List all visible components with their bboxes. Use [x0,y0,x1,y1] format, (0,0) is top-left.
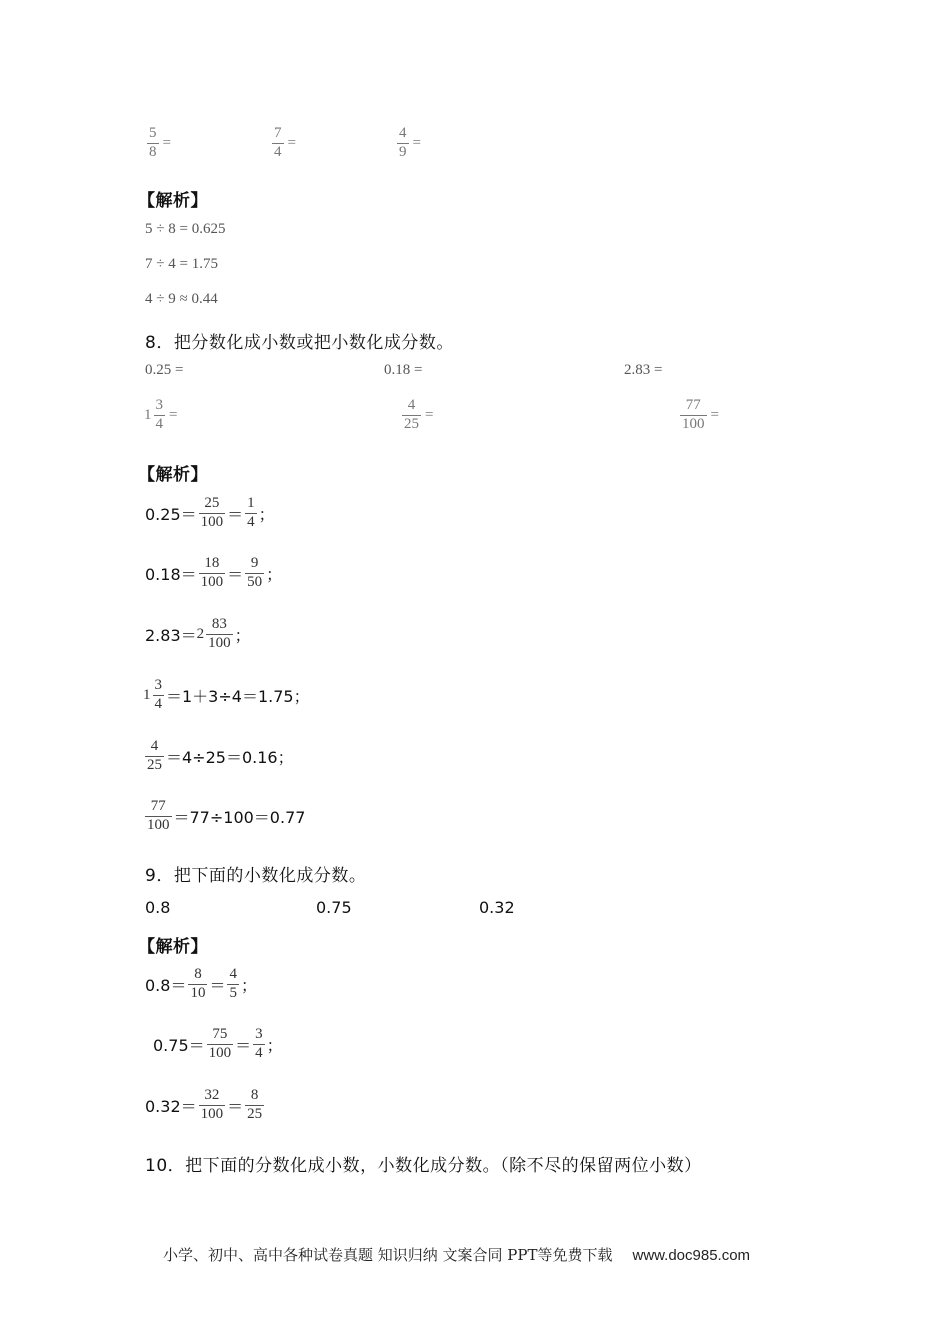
numerator: 5 [149,125,157,141]
fraction [680,398,707,433]
footer-url: www.doc985.com [632,1247,751,1264]
fraction [199,496,226,531]
q8-fraction-1 [144,398,177,433]
numerator: 7 [274,125,282,141]
denominator: 100 [682,415,705,432]
denominator: 50 [247,573,263,590]
q9-title: 9．把下面的小数化成分数。 [145,866,367,886]
equals-sign: = [710,406,719,423]
fraction [188,967,207,1002]
q9-answer-3 [145,1088,266,1123]
q9-analysis-label: 【解析】 [138,937,208,957]
numerator: 75 [212,1026,228,1042]
fraction [145,739,164,774]
punctuation: ； [234,625,251,645]
punctuation: ； [258,504,275,524]
equals-sign: = [162,134,171,151]
answer-lead: 0.32＝ [145,1096,197,1116]
equals-sign: ＝ [209,975,226,995]
fraction [147,126,159,161]
q9-answer-1 [145,967,257,1002]
q8-decimal-3: 2.83 = [624,362,663,378]
numerator: 77 [685,397,701,413]
denominator: 5 [229,984,237,1001]
fraction [199,556,226,591]
fraction [227,967,239,1002]
q8-answer-1 [145,496,275,531]
q8-answer-2 [145,556,282,591]
numerator: 83 [211,616,227,632]
fraction [145,799,172,834]
equals-sign: ＝ [227,564,244,584]
equals-sign: ＝ [227,504,244,524]
numerator: 8 [194,966,202,982]
numerator: 4 [407,397,416,413]
denominator: 100 [208,634,231,651]
denominator: 4 [274,143,282,160]
equals-sign: = [287,134,296,151]
denominator: 25 [404,415,419,432]
fraction [397,126,409,161]
q8-answer-5 [143,739,294,774]
page-footer [163,1244,750,1265]
punctuation: ； [266,564,283,584]
denominator: 100 [208,1044,232,1061]
answer-lead: 0.75＝ [153,1035,205,1055]
fraction [245,496,257,531]
q7-problem-1 [145,126,171,161]
footer-text: 小学、初中、高中各种试卷真题 知识归纳 文案合同 PPT等免费下载 [163,1246,613,1264]
fraction [207,1027,234,1062]
answer-lead: 0.25＝ [145,504,197,524]
denominator: 100 [200,573,224,590]
answer-lead: 0.8＝ [145,975,187,995]
equals-sign: ＝ [227,1096,244,1116]
denominator: 4 [247,513,255,530]
q8-answer-3 [145,617,251,652]
q7-analysis-label: 【解析】 [138,191,208,211]
q9-answer-2 [153,1027,283,1062]
numerator: 18 [204,555,220,571]
q9-item-3: 0.32 [479,898,515,917]
equals-sign: = [412,134,421,151]
fraction [199,1088,226,1123]
denominator: 100 [200,513,224,530]
equals-sign: ＝ [235,1035,252,1055]
equals-sign: = [169,406,178,423]
denominator: 10 [190,984,206,1001]
q8-decimal-2: 0.18 = [384,362,423,378]
numerator: 3 [255,1026,263,1042]
q8-fraction-3 [678,398,719,433]
q8-title: 8．把分数化成小数或把小数化成分数。 [145,333,454,353]
fraction [206,617,233,652]
denominator: 4 [154,695,162,712]
denominator: 4 [155,415,163,432]
denominator: 4 [255,1044,263,1061]
fraction [272,126,284,161]
numerator: 4 [229,966,237,982]
answer-tail: ＝1＋3÷4＝1.75； [166,686,310,706]
numerator: 1 [247,495,255,511]
q9-item-1: 0.8 [145,898,171,917]
q7-problem-2 [270,126,296,161]
answer-tail: ＝77÷100＝0.77 [173,807,306,827]
fraction [154,398,166,433]
whole-part: 2 [196,625,205,642]
whole-part: 1 [143,686,151,703]
numerator: 9 [250,555,259,571]
fraction [402,398,421,433]
denominator: 9 [399,143,407,160]
answer-lead: 2.83＝ [145,625,197,645]
q8-fraction-2 [400,398,433,433]
answer-lead: 0.18＝ [145,564,197,584]
numerator: 3 [154,677,162,693]
numerator: 4 [150,738,159,754]
q7-problem-3 [395,126,421,161]
denominator: 100 [200,1105,224,1122]
q8-analysis-label: 【解析】 [138,465,208,485]
fraction [245,1088,264,1123]
punctuation: ； [240,975,257,995]
denominator: 100 [147,816,170,833]
denominator: 8 [149,143,157,160]
denominator: 25 [147,756,162,773]
numerator: 32 [204,1087,220,1103]
fraction [245,556,264,591]
q7-solution-3: 4 ÷ 9 ≈ 0.44 [145,291,218,307]
numerator: 4 [399,125,407,141]
q7-solution-1: 5 ÷ 8 = 0.625 [145,221,226,237]
punctuation: ； [266,1035,283,1055]
q8-answer-6 [143,799,305,834]
fraction [253,1027,265,1062]
q10-title: 10．把下面的分数化成小数，小数化成分数。（除不尽的保留两位小数） [145,1156,702,1176]
numerator: 25 [204,495,220,511]
denominator: 25 [247,1105,263,1122]
q7-solution-2: 7 ÷ 4 = 1.75 [145,256,218,272]
whole-part: 1 [144,406,152,423]
numerator: 3 [155,397,163,413]
numerator: 77 [150,798,166,814]
numerator: 8 [250,1087,259,1103]
q8-decimal-1: 0.25 = [145,362,184,378]
fraction [153,678,165,713]
equals-sign: = [425,406,434,423]
q8-answer-4 [143,678,310,713]
answer-tail: ＝4÷25＝0.16； [166,747,294,767]
q9-item-2: 0.75 [316,898,352,917]
